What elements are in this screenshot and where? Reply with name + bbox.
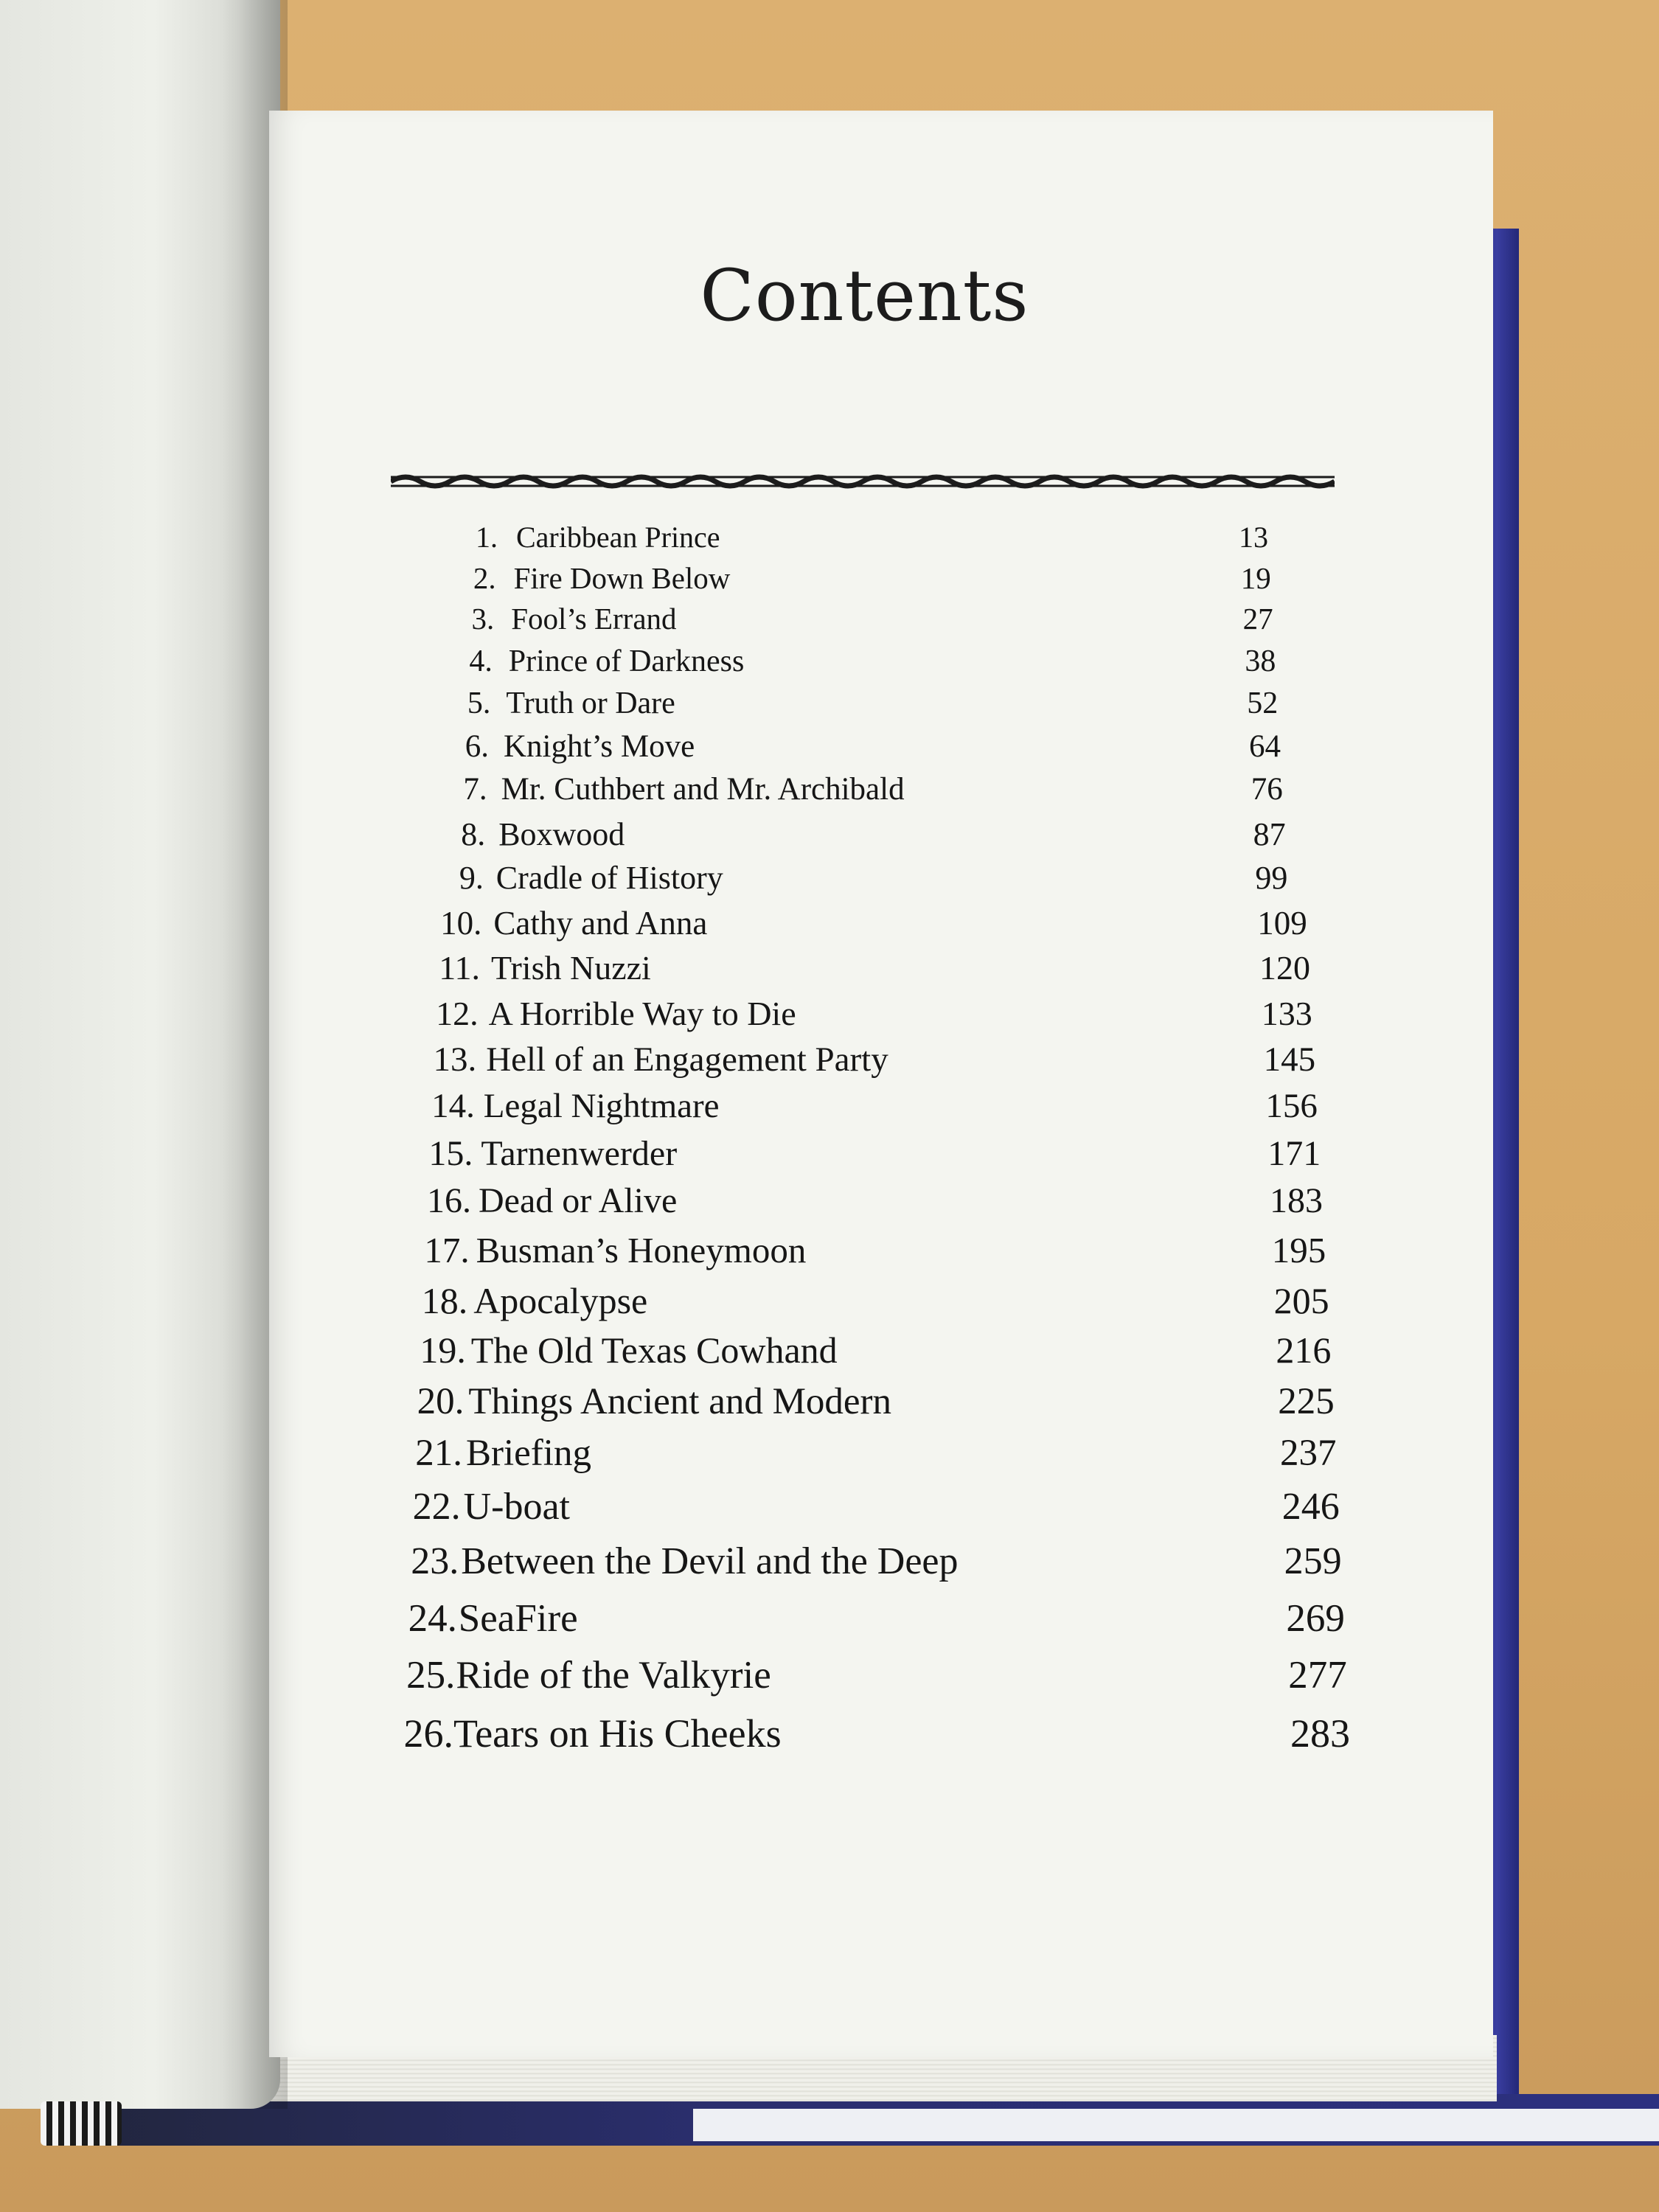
toc-entry-number: 8. [461,816,486,852]
toc-entry-page: 76 [1251,772,1283,807]
toc-entry-page: 87 [1253,816,1286,852]
toc-entry-number: 14. [431,1087,475,1125]
toc-entry [0,994,1659,1038]
toc-entry-number: 12. [436,995,479,1032]
toc-entry-number: 2. [473,561,496,595]
toc-entry [0,1086,1659,1130]
toc-entry-number: 7. [463,772,487,807]
toc-entry-title: U-boat [463,1486,570,1528]
toc-entry [0,1432,1659,1476]
toc-entry-title: Tears on His Cheeks [453,1711,782,1756]
toc-entry [0,1540,1659,1584]
toc-entry [0,1485,1659,1529]
toc-entry [0,1711,1659,1755]
toc-entry-number: 6. [465,729,489,764]
toc-entry [0,1180,1659,1225]
toc-entry-number: 21. [415,1433,462,1474]
toc-entry-page: 277 [1288,1654,1347,1697]
toc-entry-title: Caribbean Prince [516,521,720,554]
toc-entry [0,1279,1659,1324]
toc-entry-page: 120 [1259,949,1310,987]
toc-entry-number: 9. [459,860,484,896]
toc-entry [0,904,1659,948]
toc-entry-page: 133 [1261,995,1312,1032]
toc-entry [0,1596,1659,1641]
toc-entry-page: 183 [1270,1181,1323,1220]
toc-entry-number: 26. [403,1711,453,1756]
toc-entry-number: 11. [439,949,480,987]
toc-entry-number: 22. [412,1486,461,1528]
toc-entry-title: Cradle of History [495,860,723,896]
toc-entry-page: 237 [1280,1433,1337,1474]
toc-entry-page: 19 [1240,561,1271,595]
toc-entry-number: 5. [467,686,491,720]
toc-entry [0,1329,1659,1373]
toc-entry-title: Ride of the Valkyrie [456,1654,771,1697]
toc-entry [0,1380,1659,1425]
toc-entry-page: 195 [1271,1230,1326,1270]
toc-entry-page: 283 [1290,1711,1350,1756]
toc-entry-page: 216 [1276,1329,1332,1371]
toc-entry [0,771,1659,815]
toc-entry-title: A Horrible Way to Die [488,995,796,1032]
toc-entry [0,1040,1659,1084]
toc-entry-number: 18. [421,1280,468,1321]
toc-entry-number: 24. [408,1597,457,1640]
toc-entry-title: Apocalypse [473,1280,648,1321]
toc-entry-title: The Old Texas Cowhand [470,1329,838,1371]
toc-entry-number: 3. [471,602,495,636]
toc-entry-page: 52 [1247,686,1279,720]
toc-entry-number: 16. [427,1181,471,1220]
toc-entry-page: 246 [1281,1486,1340,1528]
toc-entry-number: 13. [433,1040,477,1079]
toc-entry-title: Fire Down Below [513,561,731,595]
toc-entry [0,1133,1659,1178]
toc-entry [0,948,1659,992]
toc-entry-title: Boxwood [498,816,625,852]
toc-entry-page: 205 [1273,1280,1329,1321]
toc-entry-number: 4. [469,644,493,678]
toc-entry [0,815,1659,860]
toc-entry-title: Things Ancient and Modern [468,1381,892,1422]
toc-entry-number: 1. [476,521,498,554]
toc-entry [0,644,1659,688]
toc-entry [0,520,1659,564]
toc-entry-number: 19. [420,1329,466,1371]
toc-entry-page: 13 [1239,521,1268,554]
toc-entry-title: Briefing [466,1433,591,1474]
toc-entry [0,601,1659,645]
toc-entry [0,1653,1659,1697]
toc-entry-number: 25. [406,1654,456,1697]
toc-entry [0,859,1659,903]
toc-entry-number: 17. [424,1230,470,1270]
page-title: Contents [700,254,1029,337]
toc-entry-title: Dead or Alive [479,1181,678,1220]
toc-entry [0,728,1659,773]
toc-entry-title: Legal Nightmare [483,1087,720,1125]
toc-entry-title: Tarnenwerder [481,1134,678,1173]
toc-entry-page: 171 [1267,1134,1321,1173]
toc-entry [0,1229,1659,1273]
toc-entry-title: Mr. Cuthbert and Mr. Archibald [501,772,905,807]
toc-entry-title: Truth or Dare [506,686,675,720]
toc-entry-page: 145 [1263,1040,1316,1079]
toc-entry-title: Trish Nuzzi [491,949,651,987]
toc-entry-title: Prince of Darkness [508,644,745,678]
toc-entry-title: Between the Devil and the Deep [461,1540,959,1582]
toc-entry-title: Cathy and Anna [493,905,708,942]
toc-entry-number: 23. [411,1540,459,1582]
toc-entry-title: SeaFire [458,1597,578,1640]
toc-entry-title: Knight’s Move [504,729,695,764]
toc-entry-page: 156 [1265,1087,1318,1125]
toc-entry [0,686,1659,730]
toc-entry-number: 15. [428,1134,473,1173]
toc-entry [0,560,1659,605]
toc-entry-page: 64 [1249,729,1281,764]
toc-entry-page: 225 [1278,1381,1335,1422]
toc-entry-title: Busman’s Honeymoon [476,1230,807,1270]
toc-entry-number: 20. [417,1381,465,1422]
toc-entry-page: 269 [1286,1597,1345,1640]
toc-entry-page: 38 [1245,644,1276,678]
toc-entry-title: Hell of an Engagement Party [486,1040,888,1079]
toc-entry-title: Fool’s Errand [511,602,677,636]
toc-entry-page: 99 [1255,860,1288,896]
toc-entry-number: 10. [440,905,482,942]
toc-entry-page: 259 [1284,1540,1342,1582]
toc-entry-page: 109 [1257,905,1307,942]
toc-entry-page: 27 [1242,602,1273,636]
